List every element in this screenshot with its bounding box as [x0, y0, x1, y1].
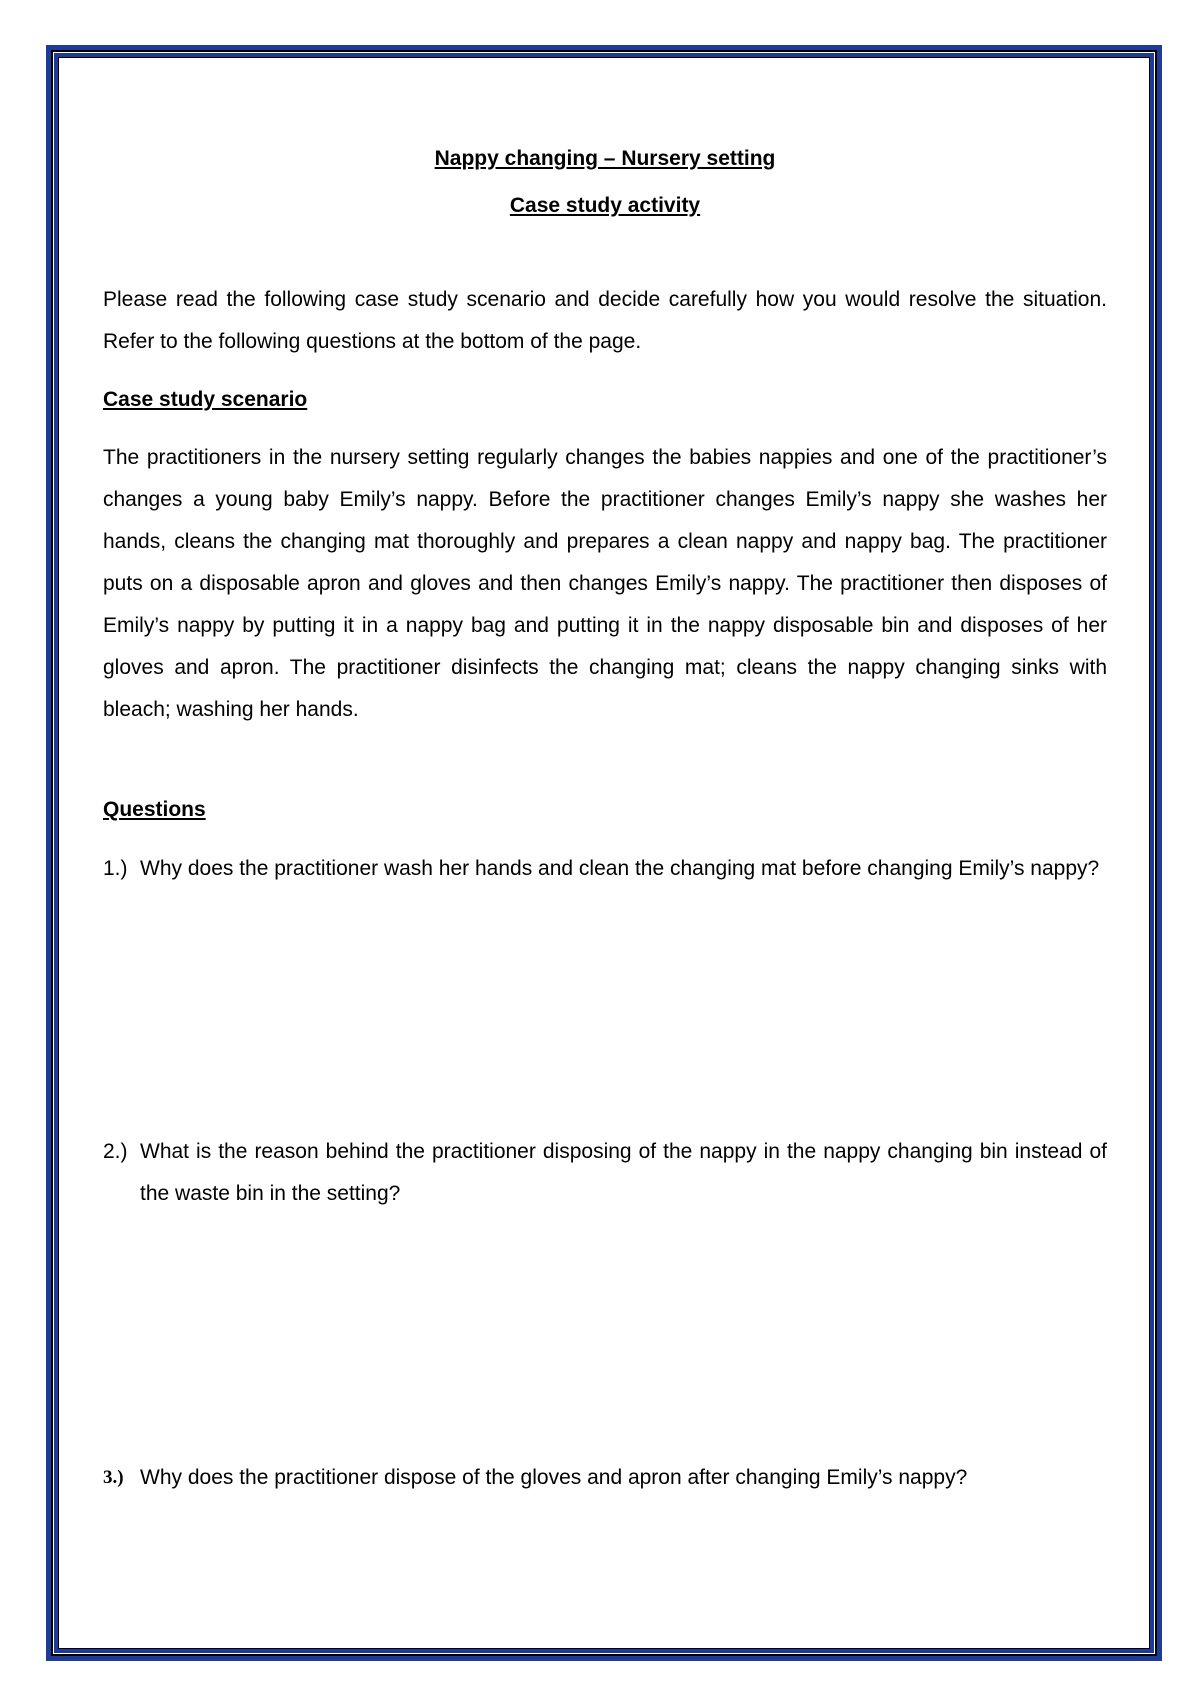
question-text: Why does the practitioner dispose of the gloves and apron after changing Emily’s nappy?: [140, 1466, 968, 1489]
question-number: 3.): [103, 1467, 124, 1488]
intro-paragraph: Please read the following case study scenario and decide carefully how you would resolve the situation. Refer to the following questions at the bottom of the page.: [103, 288, 1107, 353]
document-title: Nappy changing – Nursery setting: [434, 147, 776, 170]
scenario-heading: Case study scenario: [103, 388, 308, 411]
question-text: Why does the practitioner wash her hands and clean the changing mat before changing Emily’s nappy?: [140, 857, 1100, 880]
question-number: 1.): [103, 857, 128, 880]
question-item: [103, 848, 1107, 890]
scenario-paragraph: The practitioners in the nursery setting regularly changes the babies nappies and one of the practitioner’s changes a young baby Emily’s nappy. Before the practitioner changes Emily’s nappy she washes her hands, cleans the changing mat thoroughly and prepares a clean nappy and nappy bag. The practitioner puts on a disposable apron and gloves and then changes Emily’s nappy. The practitioner then disposes of Emily’s nappy by putting it in a nappy bag and putting it in the nappy disposable bin and disposes of her gloves and apron. The practitioner disinfects the changing mat; cleans the nappy changing sinks with bleach; washing her hands.: [103, 446, 1107, 721]
question-number: 2.): [103, 1140, 128, 1163]
questions-heading: Questions: [103, 798, 206, 821]
document-subtitle: Case study activity: [509, 194, 701, 217]
question-item: [103, 1131, 1107, 1215]
question-item: [103, 1457, 1107, 1499]
question-text: What is the reason behind the practitioner disposing of the nappy in the nappy changing bin instead of the waste bin in the setting?: [140, 1140, 1107, 1205]
